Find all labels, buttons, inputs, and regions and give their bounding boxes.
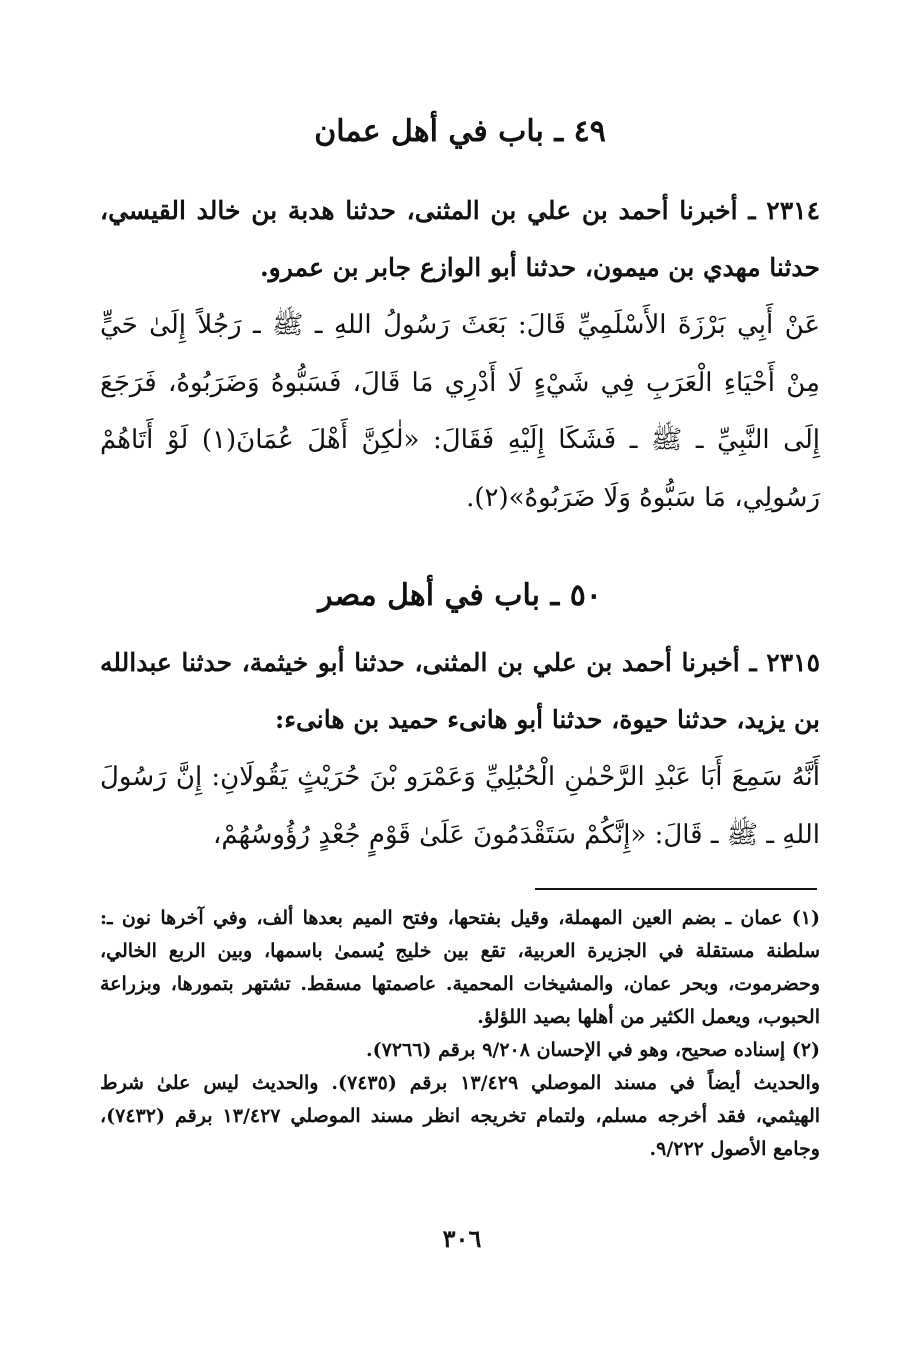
- hadith-number-2315: ٢٣١٥: [766, 648, 820, 677]
- footnote-2-continued: والحديث أيضاً في مسند الموصلي ١٣/٤٢٩ برقم (٧٤٣٥). والحديث ليس علىٰ شرط الهيثمي، فقد أخرجه مسلم، ولتمام تخريجه انظر مسند الموصلي ١٣/٤٢٧ برقم (٧٤٣٢)، وجامع الأصول ٩/٢٢٢.: [100, 1072, 821, 1160]
- footnote-divider: [535, 888, 817, 890]
- hadith-isnad-2315: [100, 634, 820, 748]
- chapter-heading-egypt: ٥٠ ـ باب في أهل مصر: [318, 578, 602, 613]
- hadith-matn-2315: أَنَّهُ سَمِعَ أَبَا عَبْدِ الرَّحْمٰنِ الْحُبُلِيِّ وَعَمْرَو بْنَ حُرَيْثٍ يَقُولَانِ: إِنَّ رَسُولَ اللهِ ـ ﷺ ـ قَالَ: «إِنَّكُمْ سَتَقْدَمُونَ عَلَىٰ قَوْمٍ جُعْدٍ رُؤُوسُهُمْ،: [100, 762, 820, 850]
- hadith-number-2314: ٢٣١٤: [766, 196, 820, 225]
- footnote-2: (٢) إسناده صحيح، وهو في الإحسان ٩/٢٠٨ برقم (٧٢٦٦).: [366, 1039, 820, 1061]
- hadith-matn-2314: عَنْ أَبِي بَرْزَةَ الأَسْلَمِيِّ قَالَ: بَعَثَ رَسُولُ اللهِ ـ ﷺ ـ رَجُلاً إِلَىٰ حَيٍّ مِنْ أَحْيَاءِ الْعَرَبِ فِي شَيْءٍ لَا أَدْرِي مَا قَالَ، فَسَبُّوهُ وَضَرَبُوهُ، فَرَجَعَ إِلَى النَّبِيِّ ـ ﷺ ـ فَشَكَا إِلَيْهِ فَقَالَ: «لٰكِنَّ أَهْلَ عُمَانَ(١) لَوْ أَتَاهُمْ رَسُولِي، مَا سَبُّوهُ وَلَا ضَرَبُوهُ»(٢).: [100, 310, 820, 513]
- hadith-isnad-text-2315: ـ أخبرنا أحمد بن علي بن المثنى، حدثنا أبو خيثمة، حدثنا عبدالله بن يزيد، حدثنا حيوة، حدثنا أبو هانىء حميد بن هانىء:: [100, 648, 820, 734]
- footnotes: [100, 902, 820, 1166]
- page-number: ٣٠٦: [442, 1224, 482, 1253]
- chapter-heading-oman: ٤٩ ـ باب في أهل عمان: [314, 114, 606, 149]
- hadith-isnad-text-2314: ـ أخبرنا أحمد بن علي بن المثنى، حدثنا هدبة بن خالد القيسي، حدثنا مهدي بن ميمون، حدثنا أبو الوازع جابر بن عمرو.: [100, 196, 820, 282]
- footnote-1: (١) عمان ـ بضم العين المهملة، وقيل بفتحها، وفتح الميم بعدها ألف، وفي آخرها نون ـ: سلطنة مستقلة في الجزيرة العربية، تقع بين خليج يُسمىٰ باسمها، وبين الربع الخالي، وحضرموت، وبحر عمان، والمشيخات المحمية. عاصمتها مسقط. تشتهر بتمورها، وبزراعة الحبوب، ويعمل الكثير من أهلها بصيد اللؤلؤ.: [100, 907, 820, 1028]
- hadith-isnad-2314: [100, 182, 820, 296]
